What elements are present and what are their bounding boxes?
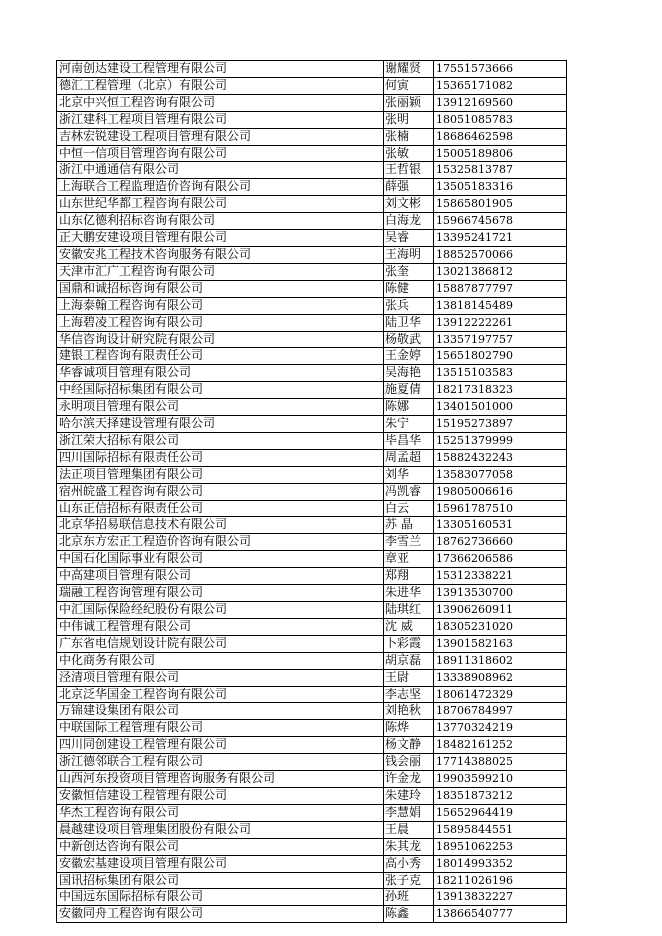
table-row bbox=[57, 872, 567, 889]
phone-cell[interactable]: 18706784997 bbox=[434, 703, 567, 720]
table-row bbox=[57, 585, 567, 602]
company-cell[interactable]: 北京东方宏正工程造价咨询有限公司 bbox=[57, 534, 384, 551]
table-row bbox=[57, 838, 567, 855]
company-cell[interactable]: 华杰工程咨询有限公司 bbox=[57, 804, 384, 821]
contact-name-cell[interactable]: 施夏倩 bbox=[384, 382, 434, 399]
phone-cell[interactable]: 18211026196 bbox=[434, 872, 567, 889]
phone-cell[interactable]: 18951062253 bbox=[434, 838, 567, 855]
contact-name-cell[interactable]: 刘华 bbox=[384, 466, 434, 483]
contact-name-cell[interactable]: 张奎 bbox=[384, 263, 434, 280]
table-row bbox=[57, 230, 567, 247]
table-row bbox=[57, 889, 567, 906]
company-cell[interactable]: 上海碧凌工程咨询有限公司 bbox=[57, 314, 384, 331]
company-cell[interactable]: 中新创达咨询有限公司 bbox=[57, 838, 384, 855]
contact-name-cell[interactable]: 许金龙 bbox=[384, 771, 434, 788]
contact-name-cell[interactable]: 高小秀 bbox=[384, 855, 434, 872]
phone-cell[interactable]: 13912169560 bbox=[434, 94, 567, 111]
table-row bbox=[57, 500, 567, 517]
contact-name-cell[interactable]: 胡京磊 bbox=[384, 652, 434, 669]
phone-cell[interactable]: 18762736660 bbox=[434, 534, 567, 551]
contact-name-cell[interactable]: 朱宁 bbox=[384, 416, 434, 433]
company-cell[interactable]: 中国石化国际事业有限公司 bbox=[57, 551, 384, 568]
company-cell[interactable]: 安徽宏基建设项目管理有限公司 bbox=[57, 855, 384, 872]
contact-table bbox=[56, 60, 567, 923]
company-cell[interactable]: 浙江德邻联合工程有限公司 bbox=[57, 754, 384, 771]
phone-cell[interactable]: 18911318602 bbox=[434, 652, 567, 669]
phone-cell[interactable]: 15961787510 bbox=[434, 500, 567, 517]
company-cell[interactable]: 中化商务有限公司 bbox=[57, 652, 384, 669]
contact-name-cell[interactable]: 朱其龙 bbox=[384, 838, 434, 855]
table-row bbox=[57, 348, 567, 365]
table-row bbox=[57, 77, 567, 94]
phone-cell[interactable]: 15251379999 bbox=[434, 432, 567, 449]
contact-name-cell[interactable]: 张明 bbox=[384, 111, 434, 128]
phone-cell[interactable]: 15325813787 bbox=[434, 162, 567, 179]
phone-cell[interactable]: 15865801905 bbox=[434, 196, 567, 213]
phone-cell[interactable]: 15651802790 bbox=[434, 348, 567, 365]
company-cell[interactable]: 中伟诚工程管理有限公司 bbox=[57, 618, 384, 635]
contact-name-cell[interactable]: 刘艳秋 bbox=[384, 703, 434, 720]
phone-cell[interactable]: 18852570066 bbox=[434, 246, 567, 263]
contact-name-cell[interactable]: 郑翔 bbox=[384, 568, 434, 585]
phone-cell[interactable]: 13401501000 bbox=[434, 399, 567, 416]
contact-name-cell[interactable]: 钱会丽 bbox=[384, 754, 434, 771]
phone-cell[interactable]: 13583077058 bbox=[434, 466, 567, 483]
company-cell[interactable]: 北京泛华国金工程咨询有限公司 bbox=[57, 686, 384, 703]
contact-name-cell[interactable]: 张兵 bbox=[384, 297, 434, 314]
contact-name-cell[interactable]: 白海龙 bbox=[384, 213, 434, 230]
table-row bbox=[57, 551, 567, 568]
table-row bbox=[57, 855, 567, 872]
table-row bbox=[57, 61, 567, 78]
phone-cell[interactable]: 15195273897 bbox=[434, 416, 567, 433]
table-row bbox=[57, 466, 567, 483]
phone-cell[interactable]: 15312338221 bbox=[434, 568, 567, 585]
company-cell[interactable]: 哈尔滨天择建设管理有限公司 bbox=[57, 416, 384, 433]
phone-cell[interactable]: 18686462598 bbox=[434, 128, 567, 145]
contact-name-cell[interactable]: 李慧娟 bbox=[384, 804, 434, 821]
company-cell[interactable]: 安徽安兆工程技术咨询服务有限公司 bbox=[57, 246, 384, 263]
company-cell[interactable]: 吉林宏锐建设工程项目管理有限公司 bbox=[57, 128, 384, 145]
table-row bbox=[57, 111, 567, 128]
company-cell[interactable]: 中汇国际保险经纪股份有限公司 bbox=[57, 602, 384, 619]
contact-name-cell[interactable]: 周孟超 bbox=[384, 449, 434, 466]
phone-cell[interactable]: 15966745678 bbox=[434, 213, 567, 230]
contact-name-cell[interactable]: 陈烨 bbox=[384, 720, 434, 737]
company-cell[interactable]: 中恒一信项目管理咨询有限公司 bbox=[57, 145, 384, 162]
table-row bbox=[57, 906, 567, 923]
company-cell[interactable]: 四川国际招标有限责任公司 bbox=[57, 449, 384, 466]
company-cell[interactable]: 浙江建科工程项目管理有限公司 bbox=[57, 111, 384, 128]
table-row bbox=[57, 94, 567, 111]
table-row bbox=[57, 280, 567, 297]
company-cell[interactable]: 上海泰翰工程咨询有限公司 bbox=[57, 297, 384, 314]
table-row bbox=[57, 331, 567, 348]
table-row bbox=[57, 669, 567, 686]
phone-cell[interactable]: 15887877797 bbox=[434, 280, 567, 297]
table-row bbox=[57, 162, 567, 179]
contact-name-cell[interactable]: 吴睿 bbox=[384, 230, 434, 247]
table-row bbox=[57, 754, 567, 771]
phone-cell[interactable]: 13866540777 bbox=[434, 906, 567, 923]
table-row bbox=[57, 297, 567, 314]
table-row bbox=[57, 128, 567, 145]
contact-name-cell[interactable]: 谢耀贤 bbox=[384, 61, 434, 78]
contact-name-cell[interactable]: 苏 晶 bbox=[384, 517, 434, 534]
company-cell[interactable]: 瑞融工程咨询管理有限公司 bbox=[57, 585, 384, 602]
phone-cell[interactable]: 18482161252 bbox=[434, 737, 567, 754]
contact-name-cell[interactable]: 杨文静 bbox=[384, 737, 434, 754]
contact-name-cell[interactable]: 王尉 bbox=[384, 669, 434, 686]
table-row bbox=[57, 618, 567, 635]
company-cell[interactable]: 四川同创建设工程管理有限公司 bbox=[57, 737, 384, 754]
table-row bbox=[57, 703, 567, 720]
company-cell[interactable]: 安徽同舟工程咨询有限公司 bbox=[57, 906, 384, 923]
phone-cell[interactable]: 18061472329 bbox=[434, 686, 567, 703]
phone-cell[interactable]: 17366206586 bbox=[434, 551, 567, 568]
company-cell[interactable]: 法正项目管理集团有限公司 bbox=[57, 466, 384, 483]
company-cell[interactable]: 国讯招标集团有限公司 bbox=[57, 872, 384, 889]
phone-cell[interactable]: 17714388025 bbox=[434, 754, 567, 771]
phone-cell[interactable]: 18217318323 bbox=[434, 382, 567, 399]
company-cell[interactable]: 华信咨询设计研究院有限公司 bbox=[57, 331, 384, 348]
contact-name-cell[interactable]: 王晨 bbox=[384, 821, 434, 838]
company-cell[interactable]: 山西河东投资项目管理咨询服务有限公司 bbox=[57, 771, 384, 788]
company-cell[interactable]: 中高建项目管理有限公司 bbox=[57, 568, 384, 585]
table-row bbox=[57, 720, 567, 737]
phone-cell[interactable]: 15652964419 bbox=[434, 804, 567, 821]
phone-cell[interactable]: 13770324219 bbox=[434, 720, 567, 737]
table-row bbox=[57, 246, 567, 263]
contact-name-cell[interactable]: 李志坚 bbox=[384, 686, 434, 703]
contact-name-cell[interactable]: 孙班 bbox=[384, 889, 434, 906]
table-row bbox=[57, 263, 567, 280]
table-row bbox=[57, 686, 567, 703]
table-row bbox=[57, 568, 567, 585]
phone-cell[interactable]: 13913832227 bbox=[434, 889, 567, 906]
company-cell[interactable]: 万锦建设集团有限公司 bbox=[57, 703, 384, 720]
table-row bbox=[57, 449, 567, 466]
company-cell[interactable]: 永明项目管理有限公司 bbox=[57, 399, 384, 416]
contact-name-cell[interactable]: 张子克 bbox=[384, 872, 434, 889]
phone-cell[interactable]: 13021386812 bbox=[434, 263, 567, 280]
phone-cell[interactable]: 18051085783 bbox=[434, 111, 567, 128]
table-row bbox=[57, 483, 567, 500]
contact-name-cell[interactable]: 薛强 bbox=[384, 179, 434, 196]
phone-cell[interactable]: 15882432243 bbox=[434, 449, 567, 466]
contact-name-cell[interactable]: 白云 bbox=[384, 500, 434, 517]
table-row bbox=[57, 314, 567, 331]
phone-cell[interactable]: 15005189806 bbox=[434, 145, 567, 162]
company-cell[interactable]: 浙江荣大招标有限公司 bbox=[57, 432, 384, 449]
contact-name-cell[interactable]: 张敏 bbox=[384, 145, 434, 162]
company-cell[interactable]: 泾清项目管理有限公司 bbox=[57, 669, 384, 686]
company-cell[interactable]: 山东正信招标有限责任公司 bbox=[57, 500, 384, 517]
company-cell[interactable]: 德汇工程管理（北京）有限公司 bbox=[57, 77, 384, 94]
contact-name-cell[interactable]: 朱进华 bbox=[384, 585, 434, 602]
company-cell[interactable]: 安徽恒信建设工程管理有限公司 bbox=[57, 787, 384, 804]
table-row bbox=[57, 517, 567, 534]
contact-name-cell[interactable]: 陆琪红 bbox=[384, 602, 434, 619]
phone-cell[interactable]: 19805006616 bbox=[434, 483, 567, 500]
contact-name-cell[interactable]: 毕昌华 bbox=[384, 432, 434, 449]
company-cell[interactable]: 山东世纪华都工程咨询有限公司 bbox=[57, 196, 384, 213]
table-row bbox=[57, 382, 567, 399]
contact-name-cell[interactable]: 陈健 bbox=[384, 280, 434, 297]
table-row bbox=[57, 602, 567, 619]
contact-name-cell[interactable]: 刘文彬 bbox=[384, 196, 434, 213]
table-row bbox=[57, 787, 567, 804]
phone-cell[interactable]: 13515103583 bbox=[434, 365, 567, 382]
company-cell[interactable]: 中经国际招标集团有限公司 bbox=[57, 382, 384, 399]
table-row bbox=[57, 804, 567, 821]
contact-name-cell[interactable]: 王哲银 bbox=[384, 162, 434, 179]
phone-cell[interactable]: 18014993352 bbox=[434, 855, 567, 872]
phone-cell[interactable]: 18351873212 bbox=[434, 787, 567, 804]
phone-cell[interactable]: 13305160531 bbox=[434, 517, 567, 534]
contact-name-cell[interactable]: 沈 威 bbox=[384, 618, 434, 635]
table-row bbox=[57, 365, 567, 382]
table-row bbox=[57, 145, 567, 162]
company-cell[interactable]: 北京华招易联信息技术有限公司 bbox=[57, 517, 384, 534]
phone-cell[interactable]: 13395241721 bbox=[434, 230, 567, 247]
phone-cell[interactable]: 13901582163 bbox=[434, 635, 567, 652]
contact-name-cell[interactable]: 卜彩霞 bbox=[384, 635, 434, 652]
contact-name-cell[interactable]: 李雪兰 bbox=[384, 534, 434, 551]
contact-name-cell[interactable]: 王金婷 bbox=[384, 348, 434, 365]
phone-cell[interactable]: 13913530700 bbox=[434, 585, 567, 602]
company-cell[interactable]: 正大鹏安建设项目管理有限公司 bbox=[57, 230, 384, 247]
company-cell[interactable]: 河南创达建设工程管理有限公司 bbox=[57, 61, 384, 78]
contact-name-cell[interactable]: 杨敬武 bbox=[384, 331, 434, 348]
table-row bbox=[57, 771, 567, 788]
contact-name-cell[interactable]: 冯凯睿 bbox=[384, 483, 434, 500]
contact-name-cell[interactable]: 陈娜 bbox=[384, 399, 434, 416]
table-row bbox=[57, 196, 567, 213]
contact-name-cell[interactable]: 朱建玲 bbox=[384, 787, 434, 804]
company-cell[interactable]: 广东省电信规划设计院有限公司 bbox=[57, 635, 384, 652]
phone-cell[interactable]: 15895844551 bbox=[434, 821, 567, 838]
company-cell[interactable]: 华睿诚项目管理有限公司 bbox=[57, 365, 384, 382]
phone-cell[interactable]: 13818145489 bbox=[434, 297, 567, 314]
company-cell[interactable]: 上海联合工程监理造价咨询有限公司 bbox=[57, 179, 384, 196]
phone-cell[interactable]: 19903599210 bbox=[434, 771, 567, 788]
phone-cell[interactable]: 15365171082 bbox=[434, 77, 567, 94]
company-cell[interactable]: 晨越建设项目管理集团股份有限公司 bbox=[57, 821, 384, 838]
phone-cell[interactable]: 13338908962 bbox=[434, 669, 567, 686]
contact-name-cell[interactable]: 张楠 bbox=[384, 128, 434, 145]
phone-cell[interactable]: 13912222261 bbox=[434, 314, 567, 331]
table-body bbox=[57, 61, 567, 923]
table-row bbox=[57, 534, 567, 551]
company-cell[interactable]: 宿州皖盛工程咨询有限公司 bbox=[57, 483, 384, 500]
phone-cell[interactable]: 13357197757 bbox=[434, 331, 567, 348]
company-cell[interactable]: 山东亿德利招标咨询有限公司 bbox=[57, 213, 384, 230]
company-cell[interactable]: 中联国际工程管理有限公司 bbox=[57, 720, 384, 737]
table-row bbox=[57, 652, 567, 669]
phone-cell[interactable]: 13906260911 bbox=[434, 602, 567, 619]
company-cell[interactable]: 浙江中通通信有限公司 bbox=[57, 162, 384, 179]
contact-name-cell[interactable]: 陈鑫 bbox=[384, 906, 434, 923]
company-cell[interactable]: 国鼎和诚招标咨询有限公司 bbox=[57, 280, 384, 297]
table-row bbox=[57, 179, 567, 196]
table-row bbox=[57, 635, 567, 652]
table-row bbox=[57, 399, 567, 416]
phone-cell[interactable]: 13505183316 bbox=[434, 179, 567, 196]
contact-name-cell[interactable]: 王海明 bbox=[384, 246, 434, 263]
contact-name-cell[interactable]: 张丽颖 bbox=[384, 94, 434, 111]
contact-name-cell[interactable]: 何寅 bbox=[384, 77, 434, 94]
table-row bbox=[57, 213, 567, 230]
company-cell[interactable]: 中国远东国际招标有限公司 bbox=[57, 889, 384, 906]
contact-name-cell[interactable]: 章亚 bbox=[384, 551, 434, 568]
company-cell[interactable]: 北京中兴恒工程咨询有限公司 bbox=[57, 94, 384, 111]
contact-name-cell[interactable]: 陆卫华 bbox=[384, 314, 434, 331]
phone-cell[interactable]: 18305231020 bbox=[434, 618, 567, 635]
table-row bbox=[57, 737, 567, 754]
table-row bbox=[57, 416, 567, 433]
company-cell[interactable]: 天津市汇广工程咨询有限公司 bbox=[57, 263, 384, 280]
company-cell[interactable]: 建银工程咨询有限责任公司 bbox=[57, 348, 384, 365]
contact-name-cell[interactable]: 吴海艳 bbox=[384, 365, 434, 382]
table-row bbox=[57, 821, 567, 838]
phone-cell[interactable]: 17551573666 bbox=[434, 61, 567, 78]
table-row bbox=[57, 432, 567, 449]
